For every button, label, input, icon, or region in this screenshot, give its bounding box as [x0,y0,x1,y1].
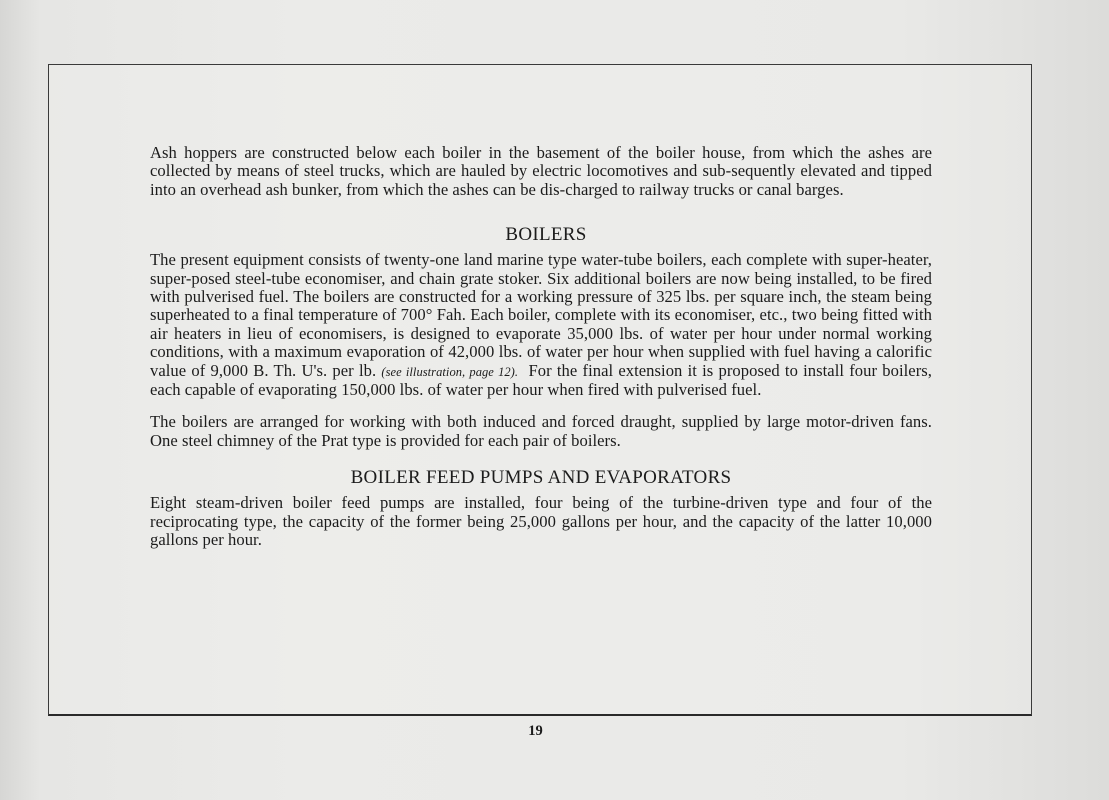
illustration-reference: (see illustration, page 12). [381,364,519,379]
page-content [150,144,932,550]
boilers-paragraph-1-text: The present equipment consists of twenty-one land marine type water-tube boilers, each complete with super-heater, super-posed steel-tube economiser, and chain grate stoker. Six additional boilers are now being installed, to be fired with pulverised fuel. The boilers are constructed for a working pressure of 325 lbs. per square inch, the steam being superheated to a final temperature of 700° Fah. Each boiler, complete with its economiser, etc., two being fitted with air heaters in lieu of economisers, is designed to evaporate 35,000 lbs. of water per hour under normal working conditions, with a maximum evaporation of 42,000 lbs. of water per hour when supplied with fuel having a calorific value of 9,000 B. Th. U's. per lb. [150,250,932,380]
boilers-paragraph-1-continued: For the final extension it is proposed to install four boilers, each capable of evaporating 150,000 lbs. of water per hour when fired with pulverised fuel. [150,360,932,400]
section-heading-feed-pumps: BOILER FEED PUMPS AND EVAPORATORS [350,467,732,489]
intro-paragraph: Ash hoppers are constructed below each boiler in the basement of the boiler house, from which the ashes are collected by means of steel trucks, which are hauled by electric locomotives and sub-sequently elevated and tipped into an overhead ash bunker, from which the ashes can be dis-charged to railway trucks or canal barges. [150,143,932,199]
feed-pumps-paragraph: Eight steam-driven boiler feed pumps are installed, four being of the turbine-driven type and four of the reciprocating type, the capacity of the former being 25,000 gallons per hour, and the capacity of the latter 10,000 gallons per hour. [150,493,932,550]
section-heading-boilers: BOILERS [505,224,587,246]
boilers-paragraph-2: The boilers are arranged for working with both induced and forced draught, supplied by large motor-driven fans. One steel chimney of the Prat type is provided for each pair of boilers. [150,412,932,450]
boilers-paragraph-1 [150,251,932,399]
paragraph-gap [150,399,932,413]
page-number: 19 [528,723,543,739]
